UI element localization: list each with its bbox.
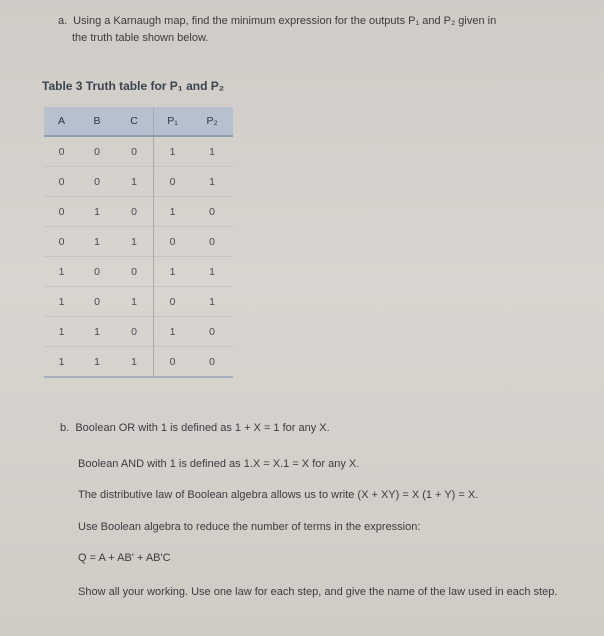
header-c: C	[115, 107, 154, 136]
table-row	[44, 197, 233, 227]
cell-a: 1	[58, 355, 65, 368]
cell-c: 1	[131, 295, 137, 308]
truth-table	[44, 107, 233, 378]
cell-p1: 0	[154, 287, 192, 317]
question-a-line1: Using a Karnaugh map, find the minimum expression for the outputs P₁ and P₂ given in	[73, 15, 497, 27]
question-b-line1	[60, 422, 330, 434]
cell-a: 1	[58, 325, 65, 338]
cell-a: 1	[58, 265, 65, 278]
cell-p2: 0	[209, 205, 215, 218]
header-a: A	[44, 107, 79, 136]
question-a-line2: the truth table shown below.	[72, 32, 209, 44]
cell-a: 0	[58, 235, 65, 248]
header-b: B	[79, 107, 115, 136]
question-b-line2: Boolean AND with 1 is defined as 1.X = X.1 = X for any X.	[78, 458, 360, 470]
table-row	[44, 136, 233, 167]
cell-p2: 0	[209, 325, 215, 338]
cell-a: 0	[58, 175, 65, 188]
table-row	[44, 257, 233, 287]
table-row	[44, 167, 233, 197]
question-b-line1-text: Boolean OR with 1 is defined as 1 + X = 1 for any X.	[75, 422, 330, 434]
question-b-label: b.	[60, 422, 70, 434]
cell-p1: 1	[154, 197, 192, 227]
question-b-line3: The distributive law of Boolean algebra allows us to write (X + XY) = X (1 + Y) = X.	[78, 489, 479, 501]
cell-b: 1	[94, 235, 100, 248]
cell-c: 1	[131, 175, 137, 188]
cell-p2: 1	[209, 265, 215, 278]
cell-c: 0	[131, 205, 137, 218]
cell-p1: 0	[154, 227, 192, 257]
cell-c: 1	[131, 355, 137, 368]
header-p2: P₂	[191, 107, 233, 136]
table-row	[44, 317, 233, 347]
cell-b: 1	[94, 205, 100, 218]
cell-b: 0	[94, 295, 100, 308]
cell-a: 0	[58, 145, 65, 158]
question-b-line4: Use Boolean algebra to reduce the number of terms in the expression:	[78, 521, 421, 533]
cell-p2: 1	[209, 175, 215, 188]
cell-p2: 1	[209, 295, 215, 308]
table-row	[44, 227, 233, 257]
cell-p2: 0	[209, 235, 215, 248]
question-a-label: a.	[58, 15, 68, 27]
cell-p1: 0	[154, 347, 192, 378]
cell-c: 0	[131, 325, 137, 338]
cell-b: 1	[94, 325, 100, 338]
boolean-expression: Q = A + AB' + AB'C	[78, 552, 171, 564]
cell-p2: 1	[209, 145, 215, 158]
cell-b: 0	[94, 145, 100, 158]
question-a	[58, 13, 578, 47]
cell-c: 0	[131, 265, 137, 278]
question-b-instruction: Show all your working. Use one law for each step, and give the name of the law used in each step.	[78, 586, 558, 598]
table-row	[44, 287, 233, 317]
table-header-row	[44, 107, 233, 136]
cell-c: 0	[131, 145, 137, 158]
cell-p1: 1	[154, 257, 192, 287]
table-row	[44, 347, 233, 378]
cell-c: 1	[131, 235, 137, 248]
cell-p1: 1	[154, 317, 192, 347]
cell-b: 1	[94, 355, 100, 368]
cell-b: 0	[94, 175, 100, 188]
table-caption: Table 3 Truth table for P₁ and P₂	[42, 79, 225, 93]
cell-p2: 0	[209, 355, 215, 368]
cell-p1: 0	[154, 167, 192, 197]
cell-p1: 1	[154, 136, 192, 167]
header-p1: P₁	[154, 107, 192, 136]
cell-a: 1	[58, 295, 65, 308]
cell-b: 0	[94, 265, 100, 278]
cell-a: 0	[58, 205, 65, 218]
